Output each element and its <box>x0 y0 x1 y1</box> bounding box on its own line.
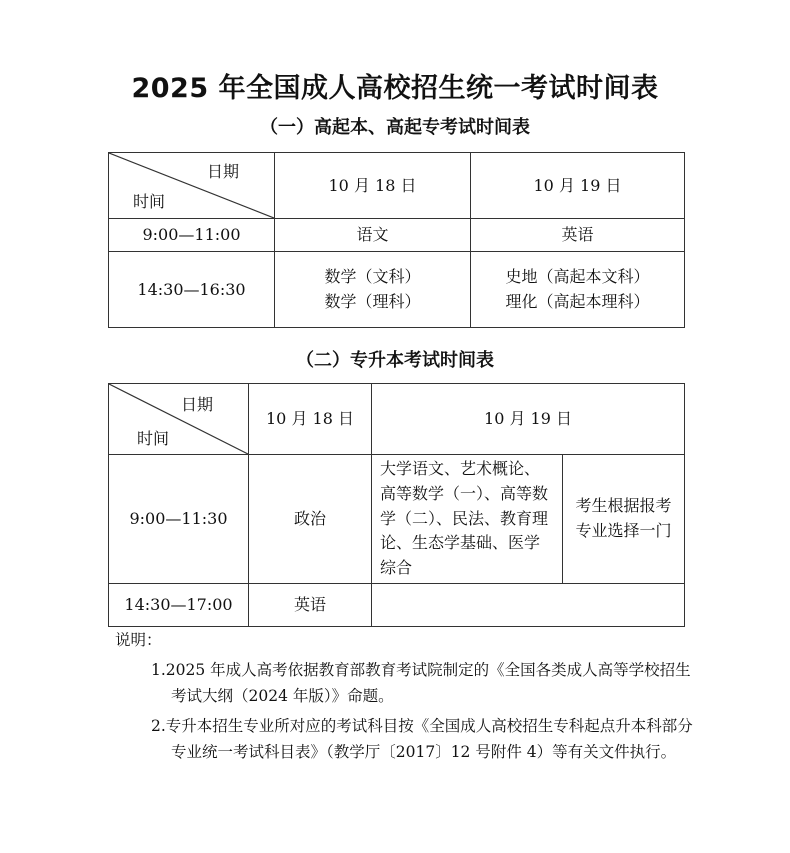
table1-day1-header: 10 月 18 日 <box>275 153 471 219</box>
table1-row2-day1-line2: 数学（理科） <box>324 291 421 311</box>
note-item-2: 2.专升本招生专业所对应的考试科目按《全国成人高校招生专科起点升本科部分专业统一考试科目表》（教学厅〔2017〕12 号附件 4）等有关文件执行。 <box>151 717 693 761</box>
table2-row1-day1: 政治 <box>249 455 372 584</box>
table2-time-label: 时间 <box>137 429 170 448</box>
notes-section <box>115 627 695 765</box>
table1-row2-day1-line1: 数学（文科） <box>324 266 421 286</box>
table1-day2-header: 10 月 19 日 <box>471 153 685 219</box>
table1-row2-day2-line2: 理化（高起本理科） <box>505 291 650 311</box>
section2-subtitle: （二）专升本考试时间表 <box>296 350 494 371</box>
schedule-table-2 <box>108 383 685 627</box>
page-title: 2025 年全国成人高校招生统一考试时间表 <box>131 73 659 104</box>
table1-row1-day1: 语文 <box>275 219 471 252</box>
table1-row2-day2-line1: 史地（高起本文科） <box>505 266 650 286</box>
table2-row1-day2-subjects: 大学语文、艺术概论、高等数学（一）、高等数学（二）、民法、教育理论、生态学基础、医学综合 <box>372 455 563 584</box>
notes-heading: 说明： <box>115 631 162 649</box>
table2-row2-day1: 英语 <box>249 583 372 626</box>
note-item-1: 1.2025 年成人高考依据教育部教育考试院制定的《全国各类成人高等学校招生考试大纲（2024 年版）》命题。 <box>151 661 691 705</box>
table1-row2-day1 <box>275 252 471 328</box>
table2-corner-header <box>109 384 249 455</box>
table2-row2-time: 14:30—17:00 <box>109 583 249 626</box>
table1-date-label: 日期 <box>207 162 240 181</box>
schedule-table-1 <box>108 152 685 328</box>
section1-subtitle: （一）高起本、高起专考试时间表 <box>260 117 530 138</box>
table2-date-label: 日期 <box>181 395 214 414</box>
table1-row2-day2 <box>471 252 685 328</box>
table2-day2-header: 10 月 19 日 <box>372 384 685 455</box>
table2-row1-time: 9:00—11:30 <box>109 455 249 584</box>
table1-corner-header <box>109 153 275 219</box>
table1-row1-time: 9:00—11:00 <box>109 219 275 252</box>
table2-row1-day2-note: 考生根据报考专业选择一门 <box>563 455 685 584</box>
table1-row2-time: 14:30—16:30 <box>109 252 275 328</box>
table1-time-label: 时间 <box>133 192 166 211</box>
table2-day1-header: 10 月 18 日 <box>249 384 372 455</box>
table2-row2-day2 <box>372 583 685 626</box>
table1-row1-day2: 英语 <box>471 219 685 252</box>
